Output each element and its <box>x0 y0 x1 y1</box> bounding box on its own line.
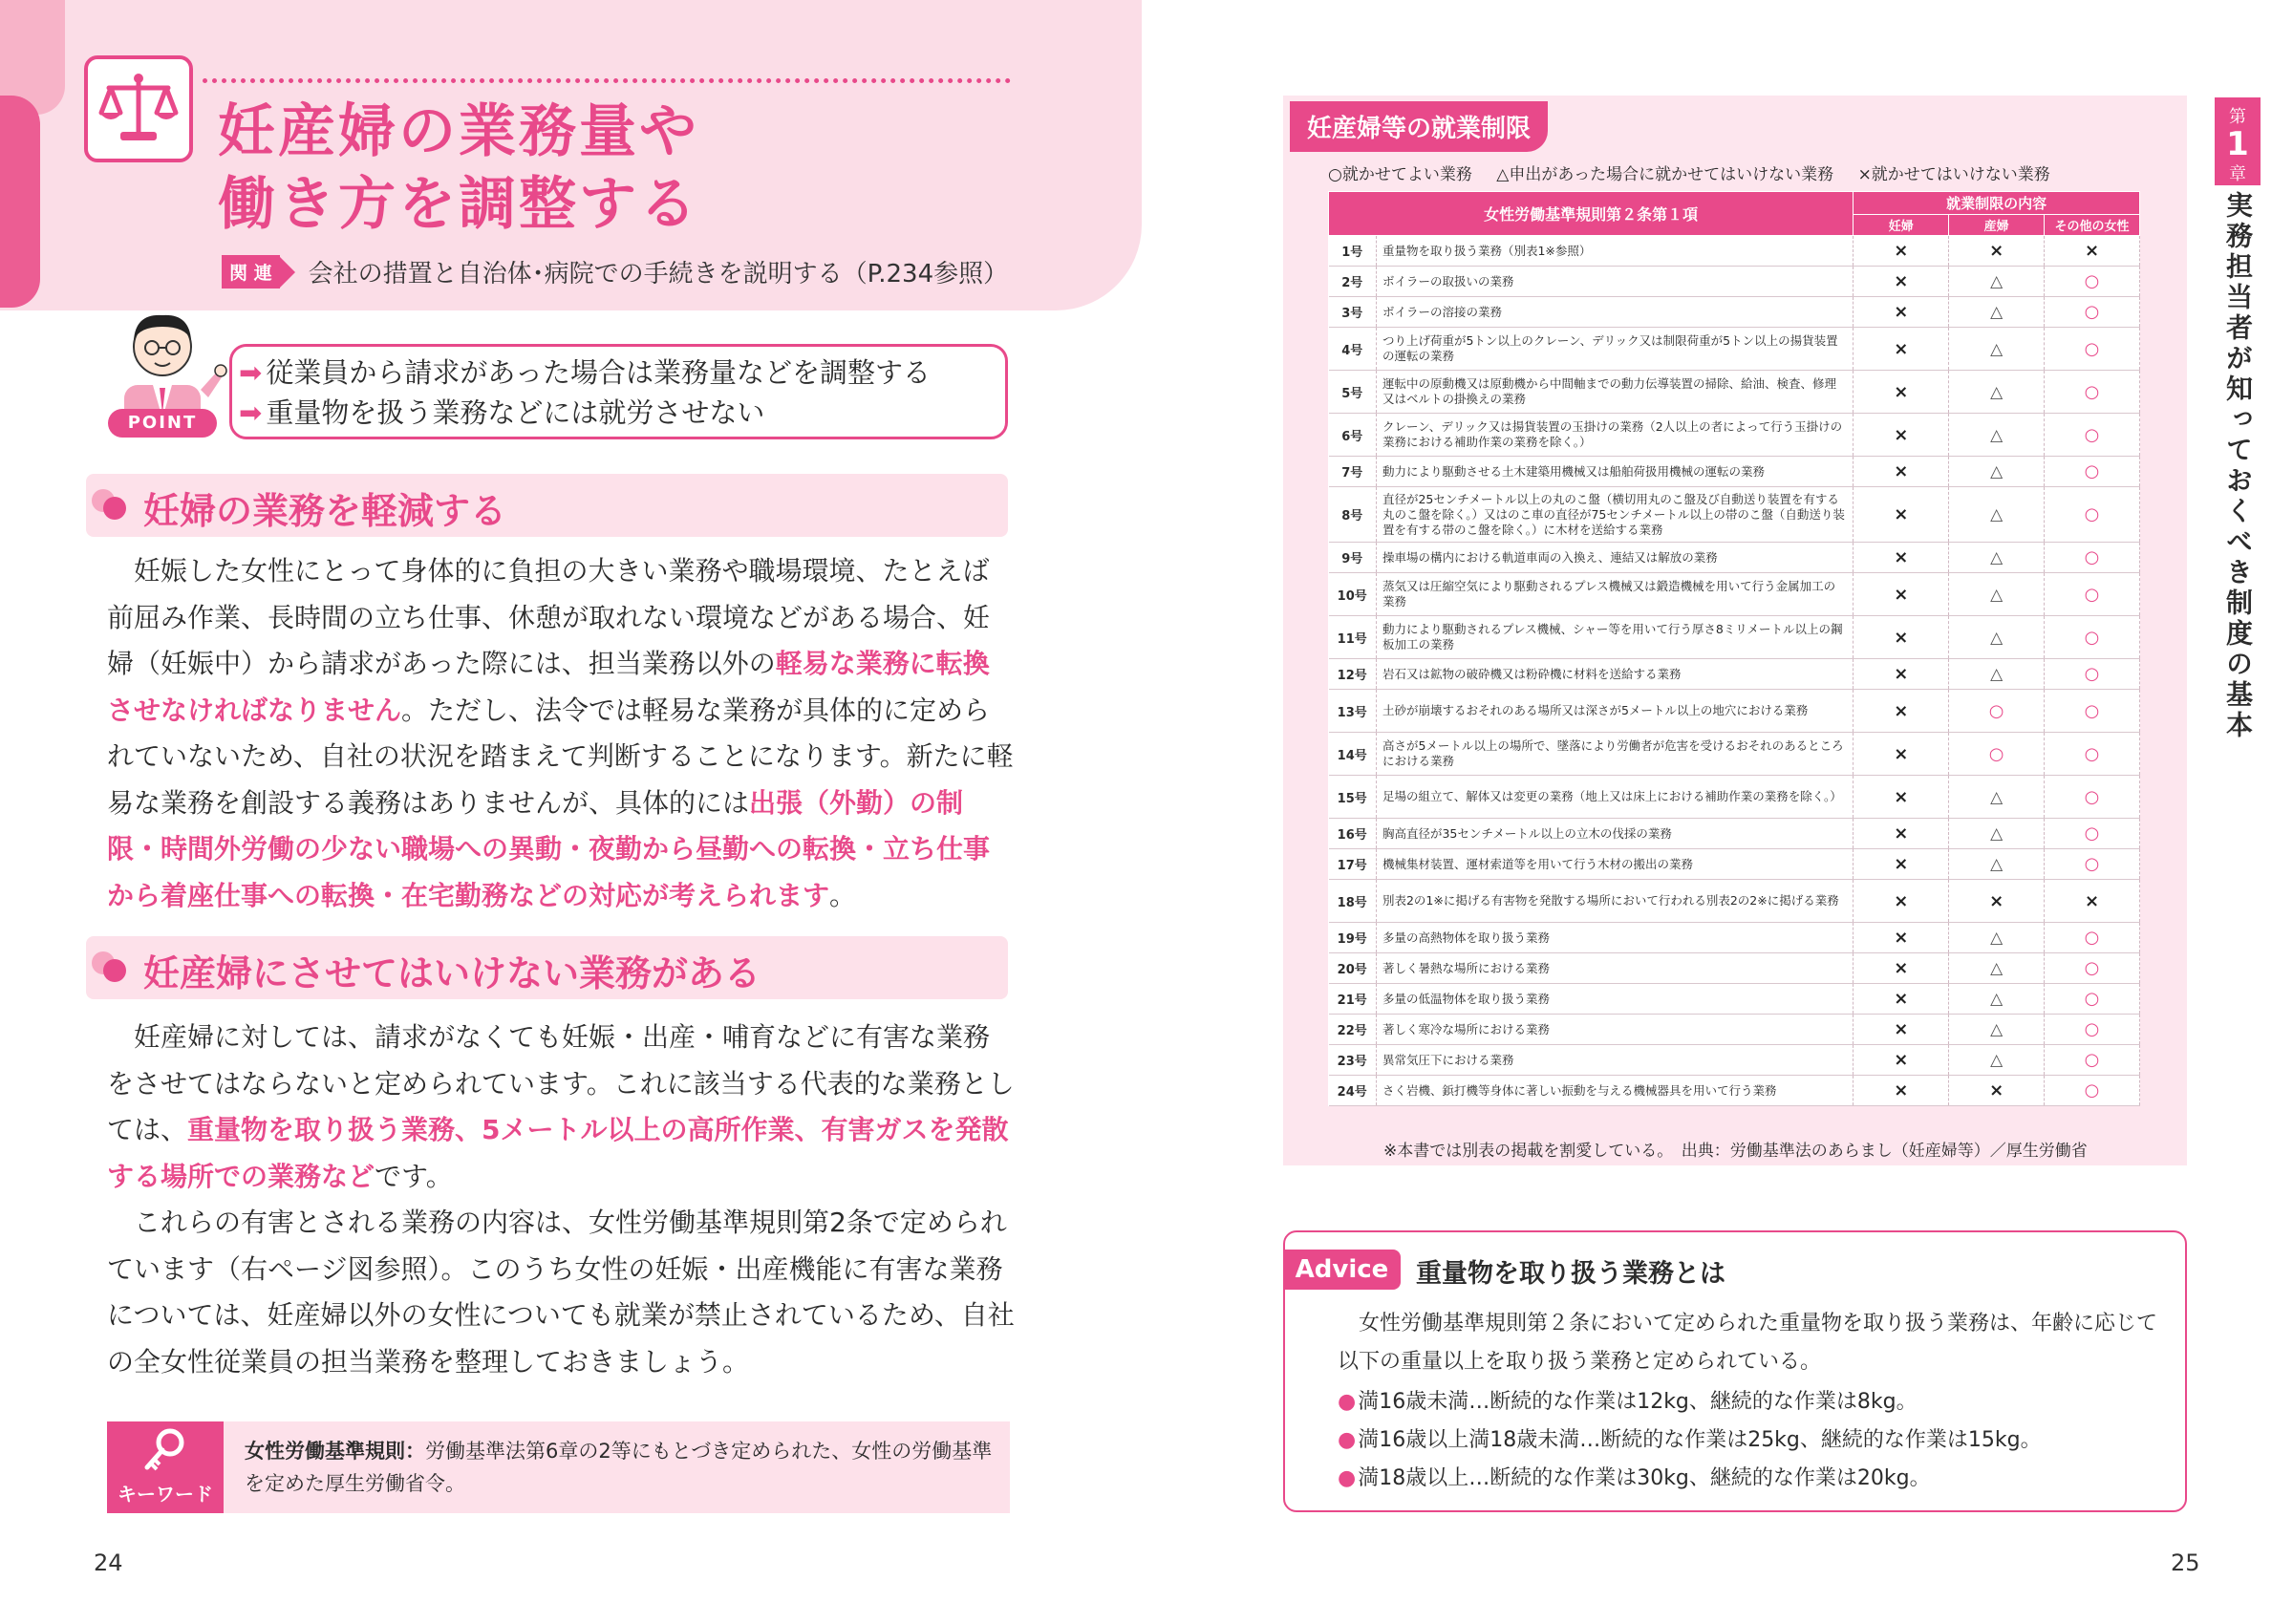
row-number: 14号 <box>1329 733 1377 776</box>
table-row <box>1329 849 2140 880</box>
row-mark-cell <box>2045 543 2140 573</box>
row-mark-cell <box>2045 984 2140 1015</box>
mark-allowed: ○ <box>2084 547 2100 567</box>
row-mark-cell <box>1854 457 1949 487</box>
table-legend <box>1328 160 2069 184</box>
row-description: 多量の高熱物体を取り扱う業務 <box>1376 923 1853 953</box>
row-mark-cell <box>1854 236 1949 267</box>
row-mark-cell <box>2045 616 2140 659</box>
body-text: 。ただし、法令では軽易な業務が具体的に定められていないため、自社の状況を踏まえて判断することになります。新たに軽易な業務を創設する義務はありませんが、具体的には <box>107 694 1014 819</box>
row-mark-cell <box>2045 776 2140 819</box>
row-mark-cell <box>1949 923 2045 953</box>
row-mark-cell <box>1949 414 2045 457</box>
mark-prohibited: × <box>1894 664 1909 684</box>
advice-text: 女性労働基準規則第２条において定められた重量物を取り扱う業務は、年齢に応じて以下の重量以上を取り扱う業務と定められている。 <box>1338 1312 2158 1374</box>
row-mark-cell <box>1854 776 1949 819</box>
table-row <box>1329 573 2140 616</box>
row-description: 動力により駆動されるプレス機械、シャー等を用いて行う厚さ8ミリメートル以上の鋼板加工の業務 <box>1376 616 1853 659</box>
row-mark-cell <box>2045 1045 2140 1076</box>
mark-allowed: ○ <box>2084 958 2100 978</box>
row-mark-cell <box>2045 236 2140 267</box>
row-description: 運転中の原動機又は原動機から中間軸までの動力伝導装置の掃除、給油、検査、修理又はベルトの掛換えの業務 <box>1376 371 1853 414</box>
table-row <box>1329 328 2140 371</box>
mark-allowed: ○ <box>2084 1019 2100 1039</box>
mark-prohibited: × <box>1894 700 1909 721</box>
row-number: 13号 <box>1329 690 1377 733</box>
row-description: ボイラーの溶接の業務 <box>1376 297 1853 328</box>
row-mark-cell <box>1949 953 2045 984</box>
row-number: 18号 <box>1329 880 1377 923</box>
body-highlight: 重量物を取り扱う業務、5メートル以上の高所作業、有害ガスを発散する場所での業務など <box>107 1114 1009 1192</box>
row-description: 胸高直径が35センチメートル以上の立木の伐採の業務 <box>1376 819 1853 849</box>
point-item-text: 従業員から請求があった場合は業務量などを調整する <box>266 356 932 389</box>
section2-body2: これらの有害とされる業務の内容は、女性労働基準規則第2条で定められています（右ページ図参照）。このうち女性の妊娠・出産機能に有害な業務については、妊産婦以外の女性についても就業が禁止されているため、自社の全女性従業員の担当業務を整理しておきましょう。 <box>107 1207 1015 1378</box>
table-row <box>1329 543 2140 573</box>
table-row <box>1329 819 2140 849</box>
table-note: ※本書では別表の掲載を割愛している。 出典：労働基準法のあらまし（妊産婦等）／厚生労働省 <box>1383 1142 2088 1161</box>
mark-allowed: ○ <box>2084 584 2100 605</box>
mark-on-request: △ <box>1990 628 2004 648</box>
mark-on-request: △ <box>1990 855 2004 874</box>
row-mark-cell <box>2045 819 2140 849</box>
row-mark-cell <box>1854 616 1949 659</box>
table-row <box>1329 880 2140 923</box>
advice-bullet-text: 満18歳以上…断続的な作業は30kg、継続的な作業は20kg。 <box>1358 1466 1931 1490</box>
row-mark-cell <box>1854 414 1949 457</box>
row-description: 操車場の構内における軌道車両の入換え、連結又は解放の業務 <box>1376 543 1853 573</box>
row-number: 17号 <box>1329 849 1377 880</box>
keyword-term: 女性労働基準規則： <box>245 1440 425 1463</box>
mark-on-request: △ <box>1990 990 2004 1009</box>
mark-allowed: ○ <box>2084 664 2100 684</box>
mark-on-request: △ <box>1990 787 2004 807</box>
advice-bullet-text: 満16歳以上満18歳未満…断続的な作業は25kg、継続的な作業は15kg。 <box>1358 1428 2042 1452</box>
advice-bullet-text: 満16歳未満…断続的な作業は12kg、継続的な作業は8kg。 <box>1358 1390 1918 1414</box>
mark-on-request: △ <box>1990 382 2004 402</box>
row-number: 4号 <box>1329 328 1377 371</box>
row-mark-cell <box>1854 849 1949 880</box>
row-number: 6号 <box>1329 414 1377 457</box>
table-title: 妊産婦等の就業制限 <box>1290 101 1548 152</box>
mark-prohibited: × <box>1894 890 1909 911</box>
row-mark-cell <box>2045 1076 2140 1106</box>
row-description: 高さが5メートル以上の場所で、墜落により労働者が危害を受けるおそれのあるところにおける業務 <box>1376 733 1853 776</box>
mark-on-request: △ <box>1990 425 2004 445</box>
table-row <box>1329 414 2140 457</box>
body-text: 。 <box>829 879 857 911</box>
row-description: 足場の組立て、解体又は変更の業務（地上又は床上における補助作業の業務を除く。） <box>1376 776 1853 819</box>
row-mark-cell <box>1949 984 2045 1015</box>
chapter-number: 1 <box>2226 125 2249 163</box>
page-title <box>218 96 699 241</box>
mark-on-request: △ <box>1990 1051 2004 1070</box>
row-number: 7号 <box>1329 457 1377 487</box>
row-mark-cell <box>1854 819 1949 849</box>
chapter-label: 第 <box>2229 107 2246 127</box>
table-row <box>1329 953 2140 984</box>
table-col-pregnant: 妊婦 <box>1854 215 1949 236</box>
row-number: 10号 <box>1329 573 1377 616</box>
table-col-postpartum: 産婦 <box>1949 215 2045 236</box>
table-col-other-women: その他の女性 <box>2045 215 2140 236</box>
mark-on-request: △ <box>1990 665 2004 684</box>
advice-bullet <box>1338 1462 1931 1491</box>
row-number: 3号 <box>1329 297 1377 328</box>
row-mark-cell <box>2045 267 2140 297</box>
mark-prohibited: × <box>2084 890 2100 911</box>
mark-allowed: ○ <box>2084 338 2100 359</box>
section1-body <box>107 548 1015 919</box>
row-mark-cell <box>1854 984 1949 1015</box>
row-mark-cell <box>1854 733 1949 776</box>
row-description: 著しく暑熱な場所における業務 <box>1376 953 1853 984</box>
mark-prohibited: × <box>1894 743 1909 764</box>
row-mark-cell <box>2045 953 2140 984</box>
page-title-line1: 妊産婦の業務量や <box>218 98 699 165</box>
mark-prohibited: × <box>1894 302 1909 322</box>
related-arrow-icon <box>280 257 295 288</box>
row-mark-cell <box>2045 880 2140 923</box>
section-bullet-icon <box>90 948 128 986</box>
mark-allowed: ○ <box>2084 461 2100 481</box>
mark-allowed: ○ <box>2084 1050 2100 1070</box>
row-mark-cell <box>1949 371 2045 414</box>
advice-tag: Advice <box>1283 1250 1401 1290</box>
row-mark-cell <box>1949 543 2045 573</box>
row-mark-cell <box>1854 297 1949 328</box>
section2-title: 妊産婦にさせてはいけない業務がある <box>143 952 761 994</box>
body-text: 妊娠した女性にとって身体的に負担の大きい業務や職場環境、たとえば前屈み作業、長時間の立ち仕事、休憩が取れない環境などがある場合、妊婦（妊娠中）から請求があった際には、担当業務以外の <box>107 555 991 679</box>
mark-on-request: △ <box>1990 303 2004 322</box>
row-mark-cell <box>1949 1015 2045 1045</box>
row-mark-cell <box>1949 328 2045 371</box>
row-mark-cell <box>1854 1015 1949 1045</box>
mark-prohibited: × <box>1989 241 2004 261</box>
legend-request: △申出があった場合に就かせてはいけない業務 <box>1496 165 1834 184</box>
mark-allowed: ○ <box>1988 743 2004 764</box>
table-head-rule: 女性労働基準規則第２条第１項 <box>1329 192 1854 236</box>
row-mark-cell <box>2045 457 2140 487</box>
row-description: 多量の低温物体を取り扱う業務 <box>1376 984 1853 1015</box>
row-description: 著しく寒冷な場所における業務 <box>1376 1015 1853 1045</box>
row-mark-cell <box>1854 371 1949 414</box>
keyword-label: キーワード <box>118 1483 213 1506</box>
mark-on-request: △ <box>1990 585 2004 605</box>
mark-prohibited: × <box>1894 547 1909 567</box>
row-mark-cell <box>1854 328 1949 371</box>
row-mark-cell <box>2045 297 2140 328</box>
mark-allowed: ○ <box>2084 700 2100 721</box>
row-mark-cell <box>1949 880 2045 923</box>
section1-title: 妊婦の業務を軽減する <box>143 490 507 532</box>
chapter-tab <box>2215 97 2261 185</box>
table-row <box>1329 1076 2140 1106</box>
body-text: 妊産婦に対しては、請求がなくても妊娠・出産・哺育などに有害な業務をさせてはならないと定められています。これに該当する代表的な業務としては、 <box>107 1021 1015 1145</box>
mark-allowed: ○ <box>2084 786 2100 807</box>
advice-bullet <box>1338 1385 1918 1415</box>
row-description: 動力により駆動させる土木建築用機械又は船舶荷扱用機械の運転の業務 <box>1376 457 1853 487</box>
related-text: 会社の措置と自治体･病院での手続きを説明する（P.234参照） <box>308 260 1009 288</box>
mark-allowed: ○ <box>2084 424 2100 445</box>
mark-prohibited: × <box>1894 989 1909 1009</box>
row-mark-cell <box>2045 923 2140 953</box>
mark-on-request: △ <box>1990 548 2004 567</box>
row-description: 岩石又は鉱物の破砕機又は粉砕機に材料を送給する業務 <box>1376 659 1853 690</box>
mark-prohibited: × <box>1894 584 1909 605</box>
mark-allowed: ○ <box>2084 854 2100 874</box>
mark-on-request: △ <box>1990 339 2004 359</box>
mark-allowed: ○ <box>2084 743 2100 764</box>
mark-prohibited: × <box>1989 1080 2004 1100</box>
row-mark-cell <box>2045 849 2140 880</box>
point-item <box>239 352 931 391</box>
row-mark-cell <box>1949 690 2045 733</box>
mark-prohibited: × <box>1894 271 1909 291</box>
row-mark-cell <box>1949 267 2045 297</box>
bullet-dot-icon: ● <box>1338 1466 1357 1490</box>
row-mark-cell <box>1854 1045 1949 1076</box>
section2-body <box>107 1015 1015 1200</box>
row-number: 5号 <box>1329 371 1377 414</box>
table-row <box>1329 1015 2140 1045</box>
scale-icon <box>84 55 193 162</box>
related-tag: 関 連 <box>222 255 280 288</box>
row-mark-cell <box>1949 1076 2045 1106</box>
row-description: 土砂が崩壊するおそれのある場所又は深さが5メートル以上の地穴における業務 <box>1376 690 1853 733</box>
table-row <box>1329 923 2140 953</box>
row-description: さく岩機、鋲打機等身体に著しい振動を与える機械器具を用いて行う業務 <box>1376 1076 1853 1106</box>
mark-on-request: △ <box>1990 824 2004 844</box>
row-mark-cell <box>1949 487 2045 543</box>
advice-bullet <box>1338 1423 2042 1453</box>
row-number: 8号 <box>1329 487 1377 543</box>
row-mark-cell <box>1854 543 1949 573</box>
table-row <box>1329 1045 2140 1076</box>
row-number: 22号 <box>1329 1015 1377 1045</box>
arrow-right-icon: ➡ <box>239 396 263 429</box>
row-mark-cell <box>1949 573 2045 616</box>
mark-prohibited: × <box>1894 958 1909 978</box>
mark-prohibited: × <box>2084 241 2100 261</box>
row-mark-cell <box>1949 819 2045 849</box>
mark-allowed: ○ <box>2084 627 2100 648</box>
chapter-suffix: 章 <box>2229 164 2246 184</box>
mark-prohibited: × <box>1894 786 1909 807</box>
row-number: 23号 <box>1329 1045 1377 1076</box>
row-mark-cell <box>1854 690 1949 733</box>
table-row <box>1329 659 2140 690</box>
bullet-dot-icon: ● <box>1338 1428 1357 1452</box>
table-row <box>1329 616 2140 659</box>
legend-prohibited: ×就かせてはいけない業務 <box>1857 165 2050 184</box>
row-number: 24号 <box>1329 1076 1377 1106</box>
mark-prohibited: × <box>1894 424 1909 445</box>
mark-on-request: △ <box>1990 929 2004 948</box>
mark-allowed: ○ <box>2084 271 2100 291</box>
bullet-dot-icon: ● <box>1338 1390 1357 1414</box>
advice-title: 重量物を取り扱う業務とは <box>1416 1259 1725 1289</box>
row-mark-cell <box>1949 659 2045 690</box>
row-mark-cell <box>1949 849 2045 880</box>
mark-on-request: △ <box>1990 505 2004 524</box>
row-mark-cell <box>1949 733 2045 776</box>
table-row <box>1329 267 2140 297</box>
body-highlight: 出張（外勤）の制限・時間外労働の少ない職場への異動・夜勤から昼勤への転換・立ち仕事から着座仕事への転換・在宅勤務などの対応が考えられます <box>107 786 991 911</box>
body-text: です。 <box>375 1160 453 1192</box>
related-link[interactable] <box>222 254 1008 289</box>
row-number: 20号 <box>1329 953 1377 984</box>
mark-allowed: ○ <box>1988 700 2004 721</box>
mark-prohibited: × <box>1894 928 1909 948</box>
row-mark-cell <box>2045 573 2140 616</box>
table-row <box>1329 984 2140 1015</box>
table-head-group: 就業制限の内容 <box>1854 192 2140 215</box>
table-row <box>1329 457 2140 487</box>
row-mark-cell <box>2045 371 2140 414</box>
mark-on-request: △ <box>1990 272 2004 291</box>
row-mark-cell <box>2045 659 2140 690</box>
row-mark-cell <box>1854 880 1949 923</box>
row-description: 直径が25センチメートル以上の丸のこ盤（横切用丸のこ盤及び自動送り装置を有する丸のこ盤を除く。）又はのこ車の直径が75センチメートル以上の帯のこ盤（自動送り装置を有する帯のこ盤を除く。）に木材を送給する業務 <box>1376 487 1853 543</box>
page-number-right: 25 <box>2171 1549 2200 1576</box>
point-item <box>239 392 764 431</box>
row-mark-cell <box>1949 616 2045 659</box>
row-number: 1号 <box>1329 236 1377 267</box>
page-edge-tab-dark <box>0 96 40 308</box>
row-description: 別表2の1※に掲げる有害物を発散する場所において行われる別表2の2※に掲げる業務 <box>1376 880 1853 923</box>
table-row <box>1329 236 2140 267</box>
mark-prohibited: × <box>1894 241 1909 261</box>
row-description: 異常気圧下における業務 <box>1376 1045 1853 1076</box>
section-bullet-icon <box>90 485 128 524</box>
row-number: 21号 <box>1329 984 1377 1015</box>
row-number: 11号 <box>1329 616 1377 659</box>
row-mark-cell <box>1854 659 1949 690</box>
title-dotted-rule <box>203 78 1011 83</box>
keyword-text <box>245 1435 999 1500</box>
table-row <box>1329 371 2140 414</box>
row-mark-cell <box>2045 414 2140 457</box>
row-mark-cell <box>1949 776 2045 819</box>
mark-allowed: ○ <box>2084 823 2100 844</box>
row-description: クレーン、デリック又は揚貨装置の玉掛けの業務（2人以上の者によって行う玉掛けの業務における補助作業の業務を除く。） <box>1376 414 1853 457</box>
point-label: POINT <box>108 409 217 438</box>
row-description: ボイラーの取扱いの業務 <box>1376 267 1853 297</box>
row-description: 重量物を取り扱う業務（別表1※参照） <box>1376 236 1853 267</box>
row-mark-cell <box>1854 487 1949 543</box>
row-description: つり上げ荷重が5トン以上のクレーン、デリック又は制限荷重が5トン以上の揚貨装置の運転の業務 <box>1376 328 1853 371</box>
row-description: 蒸気又は圧縮空気により駆動されるプレス機械又は鍛造機械を用いて行う金属加工の業務 <box>1376 573 1853 616</box>
row-mark-cell <box>1949 297 2045 328</box>
body-highlight: 軽易な業務に転換させなければなりません <box>107 648 990 726</box>
mark-allowed: ○ <box>2084 989 2100 1009</box>
mark-on-request: △ <box>1990 959 2004 978</box>
mark-prohibited: × <box>1894 1019 1909 1039</box>
mark-allowed: ○ <box>2084 381 2100 402</box>
row-mark-cell <box>2045 328 2140 371</box>
row-mark-cell <box>1854 923 1949 953</box>
mark-prohibited: × <box>1894 854 1909 874</box>
restriction-table <box>1328 191 2140 1106</box>
arrow-right-icon: ➡ <box>239 356 263 389</box>
mark-allowed: ○ <box>2084 928 2100 948</box>
mark-prohibited: × <box>1894 627 1909 648</box>
row-mark-cell <box>2045 690 2140 733</box>
key-icon <box>107 1421 224 1479</box>
row-mark-cell <box>1949 236 2045 267</box>
row-description: 機械集材装置、運材索道等を用いて行う木材の搬出の業務 <box>1376 849 1853 880</box>
mark-on-request: △ <box>1990 1020 2004 1039</box>
table-row <box>1329 690 2140 733</box>
mark-prohibited: × <box>1894 338 1909 359</box>
mark-prohibited: × <box>1894 381 1909 402</box>
row-mark-cell <box>1854 1076 1949 1106</box>
mark-allowed: ○ <box>2084 1080 2100 1100</box>
mark-prohibited: × <box>1989 890 2004 911</box>
table-row <box>1329 297 2140 328</box>
table-row <box>1329 776 2140 819</box>
mark-prohibited: × <box>1894 1080 1909 1100</box>
point-item-text: 重量物を扱う業務などには就労させない <box>266 396 765 429</box>
row-number: 16号 <box>1329 819 1377 849</box>
mark-allowed: ○ <box>2084 504 2100 524</box>
mark-prohibited: × <box>1894 461 1909 481</box>
row-mark-cell <box>2045 487 2140 543</box>
mark-allowed: ○ <box>2084 302 2100 322</box>
table-row <box>1329 487 2140 543</box>
row-mark-cell <box>1854 573 1949 616</box>
table-row <box>1329 733 2140 776</box>
row-mark-cell <box>2045 733 2140 776</box>
row-mark-cell <box>1949 1045 2045 1076</box>
page-title-line2: 働き方を調整する <box>218 171 699 238</box>
page-number-left: 24 <box>94 1549 123 1576</box>
row-mark-cell <box>1949 457 2045 487</box>
chapter-title: 実務担当者が知っておくべき制度の基本 <box>2222 191 2254 741</box>
row-number: 9号 <box>1329 543 1377 573</box>
mark-prohibited: × <box>1894 823 1909 844</box>
row-number: 15号 <box>1329 776 1377 819</box>
row-mark-cell <box>1854 267 1949 297</box>
mark-prohibited: × <box>1894 1050 1909 1070</box>
row-number: 19号 <box>1329 923 1377 953</box>
mark-prohibited: × <box>1894 504 1909 524</box>
keyword-definition: 労働基準法第6章の2等にもとづき定められた、女性の労働基準を定めた厚生労働省令。 <box>245 1440 993 1495</box>
row-number: 2号 <box>1329 267 1377 297</box>
row-mark-cell <box>1854 953 1949 984</box>
row-number: 12号 <box>1329 659 1377 690</box>
row-mark-cell <box>2045 1015 2140 1045</box>
legend-ok: ○就かせてよい業務 <box>1328 165 1472 184</box>
mark-on-request: △ <box>1990 462 2004 481</box>
